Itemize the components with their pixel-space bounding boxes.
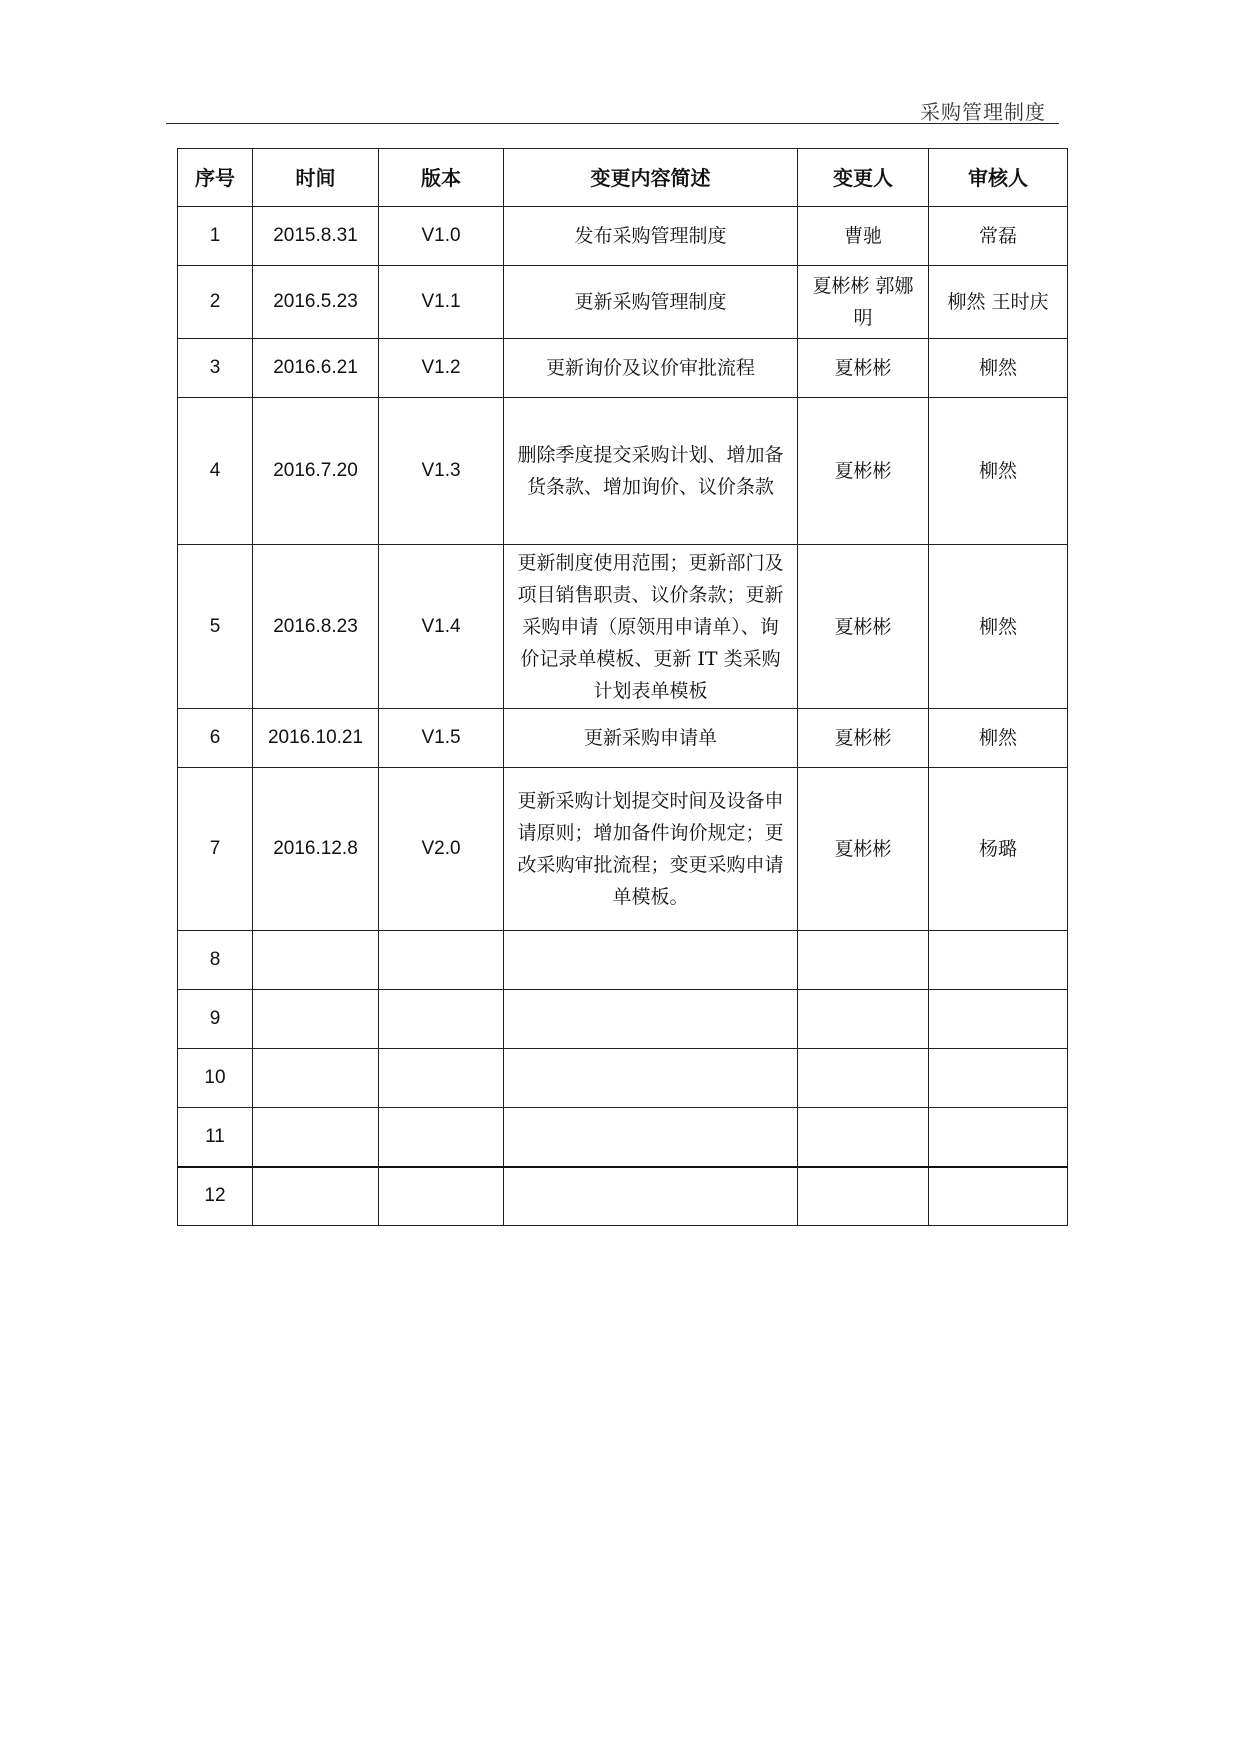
cell-version: V1.2 — [379, 339, 504, 398]
cell-reviewer: 柳然 — [929, 545, 1068, 709]
cell-description: 更新制度使用范围；更新部门及项目销售职责、议价条款；更新采购申请（原领用申请单）、询价记录单模板、更新 IT 类采购计划表单模板 — [504, 545, 798, 709]
cell-reviewer: 柳然 — [929, 709, 1068, 768]
cell-no: 3 — [178, 339, 253, 398]
table-header-row — [178, 149, 1068, 207]
table-row — [178, 1108, 1068, 1167]
cell-reviewer: 柳然 — [929, 398, 1068, 545]
cell-date — [253, 931, 379, 990]
cell-changer: 夏彬彬 — [798, 768, 929, 931]
cell-version: V1.5 — [379, 709, 504, 768]
cell-date: 2016.12.8 — [253, 768, 379, 931]
cell-no: 2 — [178, 266, 253, 339]
cell-description: 更新采购计划提交时间及设备申请原则；增加备件询价规定；更改采购审批流程；变更采购申请单模板。 — [504, 768, 798, 931]
cell-description: 更新采购申请单 — [504, 709, 798, 768]
cell-no: 8 — [178, 931, 253, 990]
cell-date: 2016.5.23 — [253, 266, 379, 339]
header-divider — [166, 123, 1059, 124]
cell-reviewer: 柳然 王时庆 — [929, 266, 1068, 339]
cell-reviewer: 杨璐 — [929, 768, 1068, 931]
cell-no: 5 — [178, 545, 253, 709]
cell-version: V1.0 — [379, 207, 504, 266]
table-row — [178, 709, 1068, 768]
table-row — [178, 1049, 1068, 1108]
table-row — [178, 266, 1068, 339]
column-header-description: 变更内容简述 — [504, 149, 798, 207]
cell-description — [504, 1108, 798, 1167]
cell-description — [504, 990, 798, 1049]
cell-date — [253, 1108, 379, 1167]
cell-description — [504, 1049, 798, 1108]
cell-reviewer — [929, 1049, 1068, 1108]
column-header-version: 版本 — [379, 149, 504, 207]
cell-changer: 夏彬彬 — [798, 709, 929, 768]
cell-version: V1.1 — [379, 266, 504, 339]
cell-no: 10 — [178, 1049, 253, 1108]
cell-reviewer — [929, 931, 1068, 990]
cell-date: 2016.10.21 — [253, 709, 379, 768]
document-header-title: 采购管理制度 — [920, 100, 1046, 124]
cell-version: V1.3 — [379, 398, 504, 545]
cell-reviewer — [929, 1108, 1068, 1167]
cell-changer: 夏彬彬 郭娜明 — [798, 266, 929, 339]
cell-changer — [798, 931, 929, 990]
cell-date — [253, 1167, 379, 1226]
cell-no: 4 — [178, 398, 253, 545]
cell-version: V2.0 — [379, 768, 504, 931]
cell-no: 6 — [178, 709, 253, 768]
cell-reviewer: 常磊 — [929, 207, 1068, 266]
cell-changer — [798, 1108, 929, 1167]
cell-version: V1.4 — [379, 545, 504, 709]
cell-description: 更新询价及议价审批流程 — [504, 339, 798, 398]
cell-version — [379, 931, 504, 990]
table-row — [178, 768, 1068, 931]
cell-date: 2016.8.23 — [253, 545, 379, 709]
column-header-reviewer: 审核人 — [929, 149, 1068, 207]
revision-history-table — [177, 148, 1068, 1226]
column-header-changer: 变更人 — [798, 149, 929, 207]
column-header-no: 序号 — [178, 149, 253, 207]
cell-no: 11 — [178, 1108, 253, 1167]
cell-description: 发布采购管理制度 — [504, 207, 798, 266]
cell-no: 12 — [178, 1167, 253, 1226]
cell-version — [379, 990, 504, 1049]
cell-description: 删除季度提交采购计划、增加备货条款、增加询价、议价条款 — [504, 398, 798, 545]
cell-changer — [798, 990, 929, 1049]
cell-reviewer: 柳然 — [929, 339, 1068, 398]
cell-reviewer — [929, 1167, 1068, 1226]
cell-reviewer — [929, 990, 1068, 1049]
cell-version — [379, 1167, 504, 1226]
cell-changer: 夏彬彬 — [798, 398, 929, 545]
cell-changer: 夏彬彬 — [798, 339, 929, 398]
cell-date — [253, 1049, 379, 1108]
cell-description: 更新采购管理制度 — [504, 266, 798, 339]
table-row — [178, 990, 1068, 1049]
table-row — [178, 398, 1068, 545]
cell-date: 2015.8.31 — [253, 207, 379, 266]
cell-no: 9 — [178, 990, 253, 1049]
table-row — [178, 1167, 1068, 1226]
cell-date — [253, 990, 379, 1049]
cell-no: 1 — [178, 207, 253, 266]
cell-version — [379, 1049, 504, 1108]
table-row — [178, 339, 1068, 398]
cell-version — [379, 1108, 504, 1167]
cell-changer: 夏彬彬 — [798, 545, 929, 709]
cell-no: 7 — [178, 768, 253, 931]
cell-description — [504, 931, 798, 990]
table-row — [178, 931, 1068, 990]
cell-changer — [798, 1167, 929, 1226]
table-row — [178, 545, 1068, 709]
cell-date: 2016.7.20 — [253, 398, 379, 545]
cell-date: 2016.6.21 — [253, 339, 379, 398]
table-row — [178, 207, 1068, 266]
cell-changer: 曹驰 — [798, 207, 929, 266]
cell-changer — [798, 1049, 929, 1108]
column-header-date: 时间 — [253, 149, 379, 207]
cell-description — [504, 1167, 798, 1226]
